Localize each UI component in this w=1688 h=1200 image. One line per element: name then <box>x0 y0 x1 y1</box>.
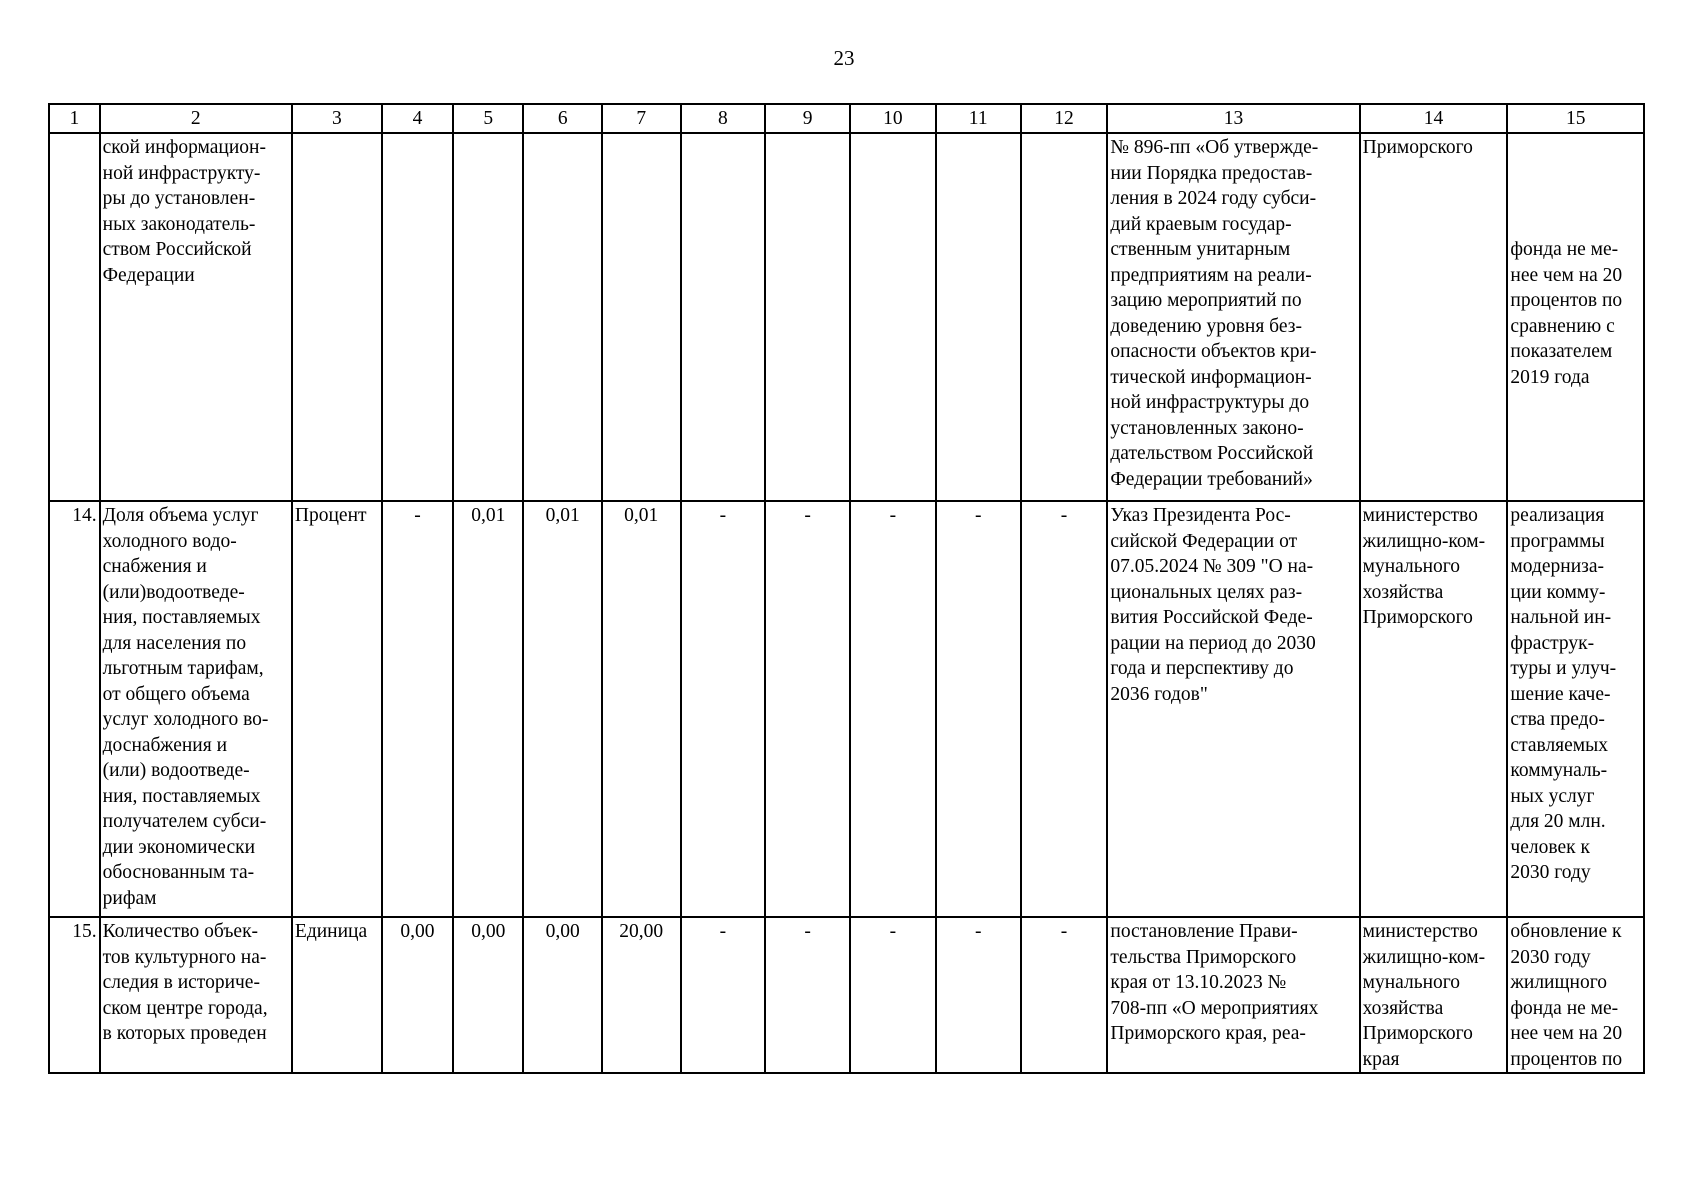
basis-document-text: постановление Прави- тельства Приморского края от 13.10.2023 № 708-пп «О мероприятиях Приморского края, реа- <box>1110 921 1319 1044</box>
column-header-7: 7 <box>602 104 681 133</box>
unit-cell <box>292 133 382 501</box>
responsible-text: министерство жилищно-ком- мунального хозяйства Приморского <box>1362 505 1486 628</box>
value-cell-9 <box>765 133 850 501</box>
column-header-1: 1 <box>49 104 100 133</box>
value-cell-6 <box>523 133 602 501</box>
value-cell-9: - <box>765 501 850 917</box>
column-header-14: 14 <box>1360 104 1508 133</box>
result-text: обновление к 2030 году жилищного фонда не ме- нее чем на 20 процентов по <box>1510 921 1623 1070</box>
value-cell-12: - <box>1021 501 1108 917</box>
responsible-text: Приморского <box>1362 137 1473 158</box>
value-cell-5 <box>453 133 523 501</box>
indicators-table <box>48 103 1645 1074</box>
column-header-6: 6 <box>523 104 602 133</box>
row-number-cell: 15. <box>49 917 100 1073</box>
row-number-cell: 14. <box>49 501 100 917</box>
row-number-cell <box>49 133 100 501</box>
responsible-cell <box>1360 133 1508 501</box>
value-cell-4: 0,00 <box>382 917 453 1073</box>
value-cell-6: 0,01 <box>523 501 602 917</box>
result-text: фонда не ме- нее чем на 20 процентов по сравнению с показателем 2019 года <box>1510 239 1623 388</box>
table-row-continued <box>49 133 1644 501</box>
value-cell-7 <box>602 133 681 501</box>
value-cell-4: - <box>382 501 453 917</box>
column-header-11: 11 <box>936 104 1021 133</box>
indicator-name-text: Доля объема услуг холодного водо- снабжения и (или)водоотведе- ния, поставляемых для населения по льготным тарифам, от общего объема услуг холодного во- доснабжения и (или) водоотведе- ния, поставляемых получателем субси- дии экономически обоснованным та- рифам <box>102 505 269 909</box>
value-cell-11 <box>936 133 1021 501</box>
result-cell <box>1507 501 1644 917</box>
responsible-cell <box>1360 917 1508 1073</box>
basis-document-text: Указ Президента Рос- сийской Федерации от 07.05.2024 № 309 "О на- циональных целях раз- вития Российской Феде- рации на период до 2030 года и перспективу до 2036 годов" <box>1110 505 1316 705</box>
value-cell-4 <box>382 133 453 501</box>
unit-cell: Единица <box>292 917 382 1073</box>
page-number: 23 <box>833 46 855 70</box>
column-header-3: 3 <box>292 104 382 133</box>
basis-document-cell <box>1107 133 1359 501</box>
responsible-cell <box>1360 501 1508 917</box>
indicator-name-text: Количество объек- тов культурного на- следия в историче- ском центре города, в которых проведен <box>102 921 268 1044</box>
table-row-14 <box>49 501 1644 917</box>
column-header-12: 12 <box>1021 104 1108 133</box>
value-cell-10: - <box>850 501 936 917</box>
result-text: реализация программы модерниза- ции комму- нальной ин- фраструк- туры и улуч- шение каче- ства предо- ставляемых коммуналь- ных услуг для 20 млн. человек к 2030 году <box>1510 505 1617 883</box>
column-header-9: 9 <box>765 104 850 133</box>
column-header-13: 13 <box>1107 104 1359 133</box>
value-cell-10 <box>850 133 936 501</box>
value-cell-6: 0,00 <box>523 917 602 1073</box>
value-cell-9: - <box>765 917 850 1073</box>
column-header-5: 5 <box>453 104 523 133</box>
value-cell-11: - <box>936 501 1021 917</box>
value-cell-8: - <box>681 917 766 1073</box>
value-cell-8 <box>681 133 766 501</box>
column-header-10: 10 <box>850 104 936 133</box>
value-cell-11: - <box>936 917 1021 1073</box>
value-cell-5: 0,00 <box>453 917 523 1073</box>
column-header-15: 15 <box>1507 104 1644 133</box>
table-row-15 <box>49 917 1644 1073</box>
value-cell-12 <box>1021 133 1108 501</box>
basis-document-cell <box>1107 501 1359 917</box>
result-cell <box>1507 133 1644 501</box>
value-cell-5: 0,01 <box>453 501 523 917</box>
column-header-2: 2 <box>100 104 292 133</box>
indicator-name-text: ской информацион- ной инфраструкту- ры до установлен- ных законодатель- ством Российской Федерации <box>102 137 266 286</box>
column-header-4: 4 <box>382 104 453 133</box>
value-cell-10: - <box>850 917 936 1073</box>
indicator-name-cell <box>100 501 292 917</box>
value-cell-7: 0,01 <box>602 501 681 917</box>
value-cell-12: - <box>1021 917 1108 1073</box>
indicator-name-cell <box>100 917 292 1073</box>
result-cell <box>1507 917 1644 1073</box>
basis-document-cell <box>1107 917 1359 1073</box>
value-cell-8: - <box>681 501 766 917</box>
basis-document-text: № 896-пп «Об утвержде- нии Порядка предостав- ления в 2024 году субси- дий краевым государ- ственным унитарным предприятиям на реали- зацию мероприятий по доведению уровня без- опасности объектов кри- тической информацион- ной инфраструктуры до установленных законо- дательством Российской Федерации требований» <box>1110 137 1319 490</box>
column-header-8: 8 <box>681 104 766 133</box>
responsible-text: министерство жилищно-ком- мунального хозяйства Приморского края <box>1362 921 1486 1070</box>
unit-cell: Процент <box>292 501 382 917</box>
indicator-name-cell <box>100 133 292 501</box>
value-cell-7: 20,00 <box>602 917 681 1073</box>
column-number-header-row <box>49 104 1644 133</box>
